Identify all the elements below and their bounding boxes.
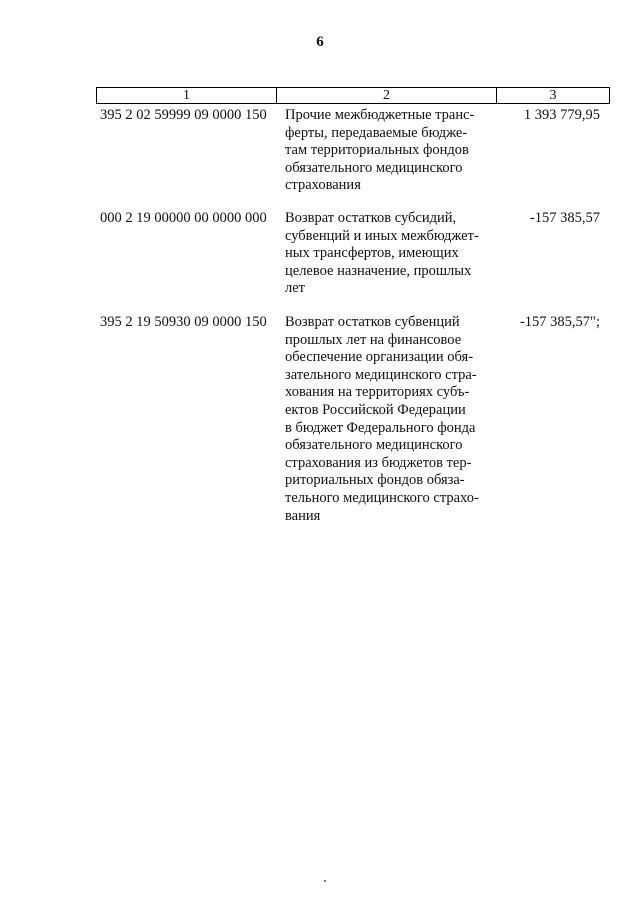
description-line: страхования (285, 177, 361, 194)
description-line: целевое назначение, прошлых (285, 262, 472, 279)
amount: -157 385,57"; (519, 314, 600, 330)
description-line: хования на территориях субъ- (285, 384, 470, 401)
description-line: обеспечение организации обя- (285, 349, 474, 366)
description-line: в бюджет Федерального фонда (285, 419, 476, 436)
description-line: ектов Российской Федерации (285, 401, 466, 418)
description-line: зательного медицинского стра- (285, 366, 477, 383)
budget-code: 395 2 02 59999 09 0000 150 (100, 107, 267, 123)
description-line: страхования из бюджетов тер- (285, 454, 472, 471)
description-line: Возврат остатков субсидий, (285, 210, 457, 226)
description-line: обязательного медицинского (285, 159, 463, 176)
description-line: прошлых лет на финансовое (285, 331, 462, 348)
description-line: риториальных фондов обяза- (285, 472, 465, 489)
amount: -157 385,57 (529, 210, 600, 226)
description-line: обязательного медицинского (285, 437, 463, 454)
row-description (285, 210, 495, 298)
budget-code: 395 2 19 50930 09 0000 150 (100, 314, 267, 330)
description-line: субвенций и иных межбюджет- (285, 227, 479, 244)
description-line: тельного медицинского страхо- (285, 489, 479, 506)
row-description (285, 314, 495, 525)
scan-speck (324, 880, 326, 882)
row-description (285, 107, 495, 195)
description-line: ферты, передаваемые бюдже- (285, 124, 468, 141)
column-header-3: 3 (549, 88, 557, 103)
column-header-2: 2 (277, 88, 497, 103)
description-line: ных трансфертов, имеющих (285, 245, 459, 262)
amount: 1 393 779,95 (523, 107, 600, 123)
column-header-1: 1 (97, 88, 277, 103)
description-line: Возврат остатков субвенций (285, 314, 460, 330)
table-header-row (96, 87, 610, 104)
description-line: лет (285, 280, 306, 297)
description-line: Прочие межбюджетные транс- (285, 107, 475, 123)
description-line: вания (285, 507, 321, 524)
description-line: там территориальных фондов (285, 142, 469, 159)
page-number: 6 (316, 34, 324, 50)
budget-code: 000 2 19 00000 00 0000 000 (100, 210, 267, 226)
